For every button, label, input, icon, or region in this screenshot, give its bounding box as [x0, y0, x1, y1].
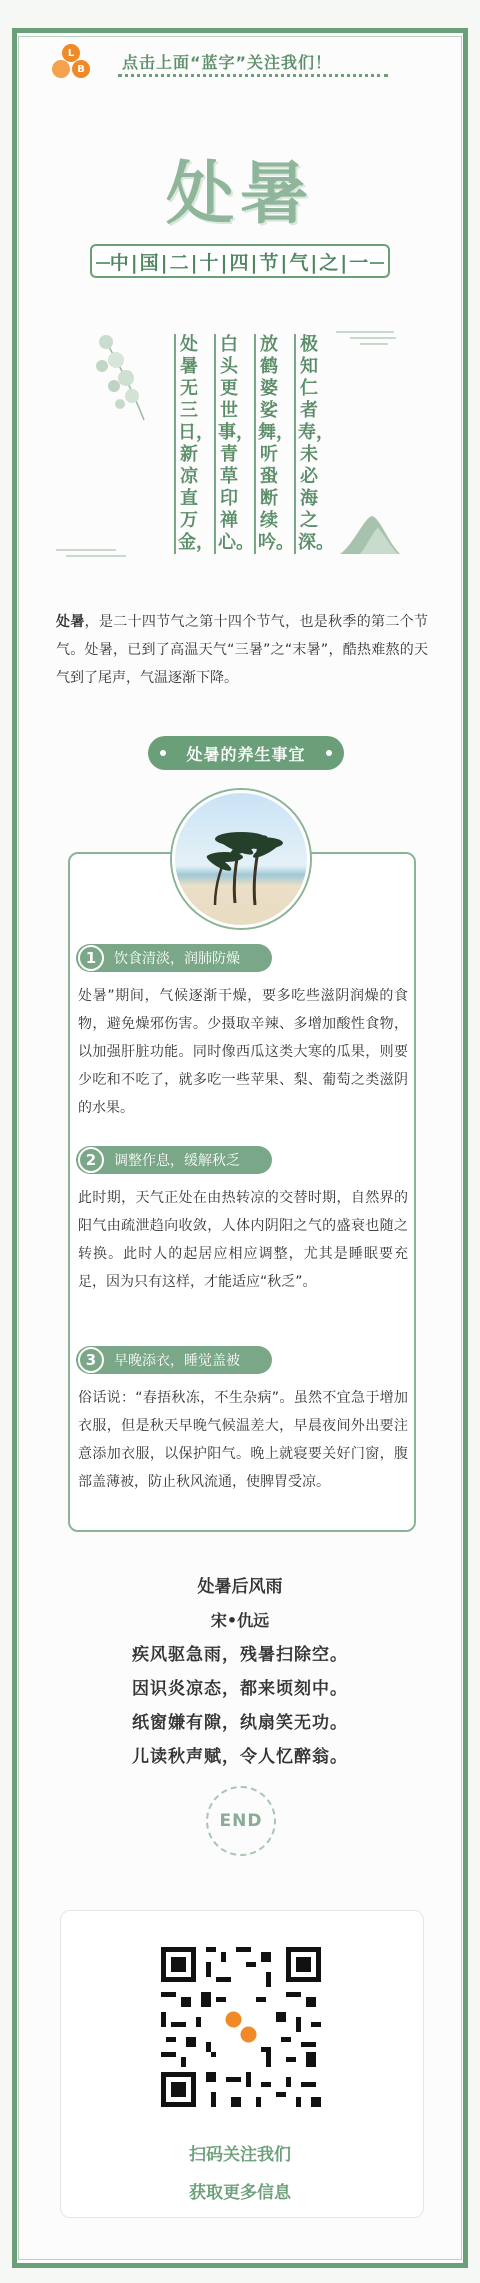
beach-palm-photo [172, 790, 310, 928]
tip-number: 2 [78, 1147, 104, 1173]
logo-letter: B [72, 60, 90, 78]
logo-letter: L [62, 44, 80, 62]
tip-title: 饮食清淡，润肺防燥 [114, 951, 240, 967]
intro-text: ，是二十四节气之第十四个节气，也是秋季的第二个节气。处暑，已到了高温天气“三暑”之“末暑”，酷热难熬的天气到了尾声，气温逐渐下降。 [56, 614, 428, 686]
poem-line: 纸窗嫌有隙，纨扇笑无功。 [132, 1713, 348, 1733]
page-title: 处暑 [165, 155, 314, 234]
cloud-lines-icon [336, 328, 396, 348]
vertical-poem [174, 334, 334, 564]
end-text: END [219, 1811, 263, 1831]
brand-logo-icon [52, 44, 92, 80]
poem-column: 白头更世事，青草印禅心。 [214, 334, 240, 554]
logo-dot [52, 60, 70, 78]
tip-3-body: 俗话说：“春捂秋冻，不生杂病”。虽然不宜急于增加衣服，但是秋天早晚气候温差大，早晨夜间外出要注意添加衣服，以保护阳气。晚上就寝要关好门窗，腹部盖薄被，防止秋风流通，使脾胃受凉。 [78, 1390, 408, 1490]
end-wreath-icon [206, 1786, 276, 1856]
intro-paragraph [56, 608, 428, 692]
subtitle-box [90, 244, 390, 278]
poem-title: 处暑后风雨 [197, 1577, 283, 1597]
mountain-icon [340, 514, 400, 554]
palm-tree-icon [175, 793, 310, 928]
classical-poem [0, 1570, 480, 1774]
tip-1-body: 处暑”期间，气候逐渐干燥，要多吃些滋阴润燥的食物，避免燥邪伤害。少摄取辛辣、多增加酸性食物，以加强肝脏功能。同时像西瓜这类大寒的瓜果，则要少吃和不吃了，就多吃一些苹果、梨、葡萄之类滋阴的水果。 [78, 988, 408, 1116]
follow-text: 点击上面“蓝字”关注我们！ [122, 53, 333, 72]
follow-banner[interactable] [52, 44, 432, 80]
poem-line: 儿读秋声赋，令人忆醉翁。 [132, 1747, 348, 1767]
qr-caption-more: 获取更多信息 [189, 2183, 291, 2203]
poem-author: 宋•仇远 [210, 1611, 270, 1630]
qr-caption-follow: 扫码关注我们 [189, 2145, 291, 2165]
subtitle: 中|国|二|十|四|节|气|之|一 [109, 251, 371, 274]
poem-column: 极知仁者寿，未必海之深。 [294, 334, 320, 554]
tip-1-header [76, 944, 272, 972]
dotted-divider [118, 74, 388, 77]
poem-line: 疾风驱急雨，残暑扫除空。 [132, 1645, 348, 1665]
section-title: 处暑的养生事宜 [148, 736, 344, 770]
flower-branch-icon [92, 330, 152, 422]
tip-number: 3 [78, 1347, 104, 1373]
tip-number: 1 [78, 945, 104, 971]
tip-2-header [76, 1146, 272, 1174]
poem-line: 因识炎凉态，都来顷刻中。 [132, 1679, 348, 1699]
qr-code-icon[interactable] [156, 1942, 326, 2112]
tip-title: 早晚添衣，睡觉盖被 [114, 1353, 240, 1369]
tip-3-header [76, 1346, 272, 1374]
poem-column: 放鹤婆娑舞，听蛩断续吟。 [254, 334, 280, 554]
cloud-lines-icon [56, 544, 126, 564]
tip-title: 调整作息，缓解秋乏 [114, 1153, 240, 1169]
poem-column: 处暑无三日，新凉直万金， [174, 334, 200, 554]
intro-lead: 处暑 [56, 614, 85, 630]
tip-2-body: 此时期，天气正处在由热转凉的交替时期，自然界的阳气由疏泄趋向收敛，人体内阴阳之气的盛衰也随之转换。此时人的起居应相应调整，尤其是睡眠要充足，因为只有这样，才能适应“秋乏”。 [78, 1190, 408, 1290]
